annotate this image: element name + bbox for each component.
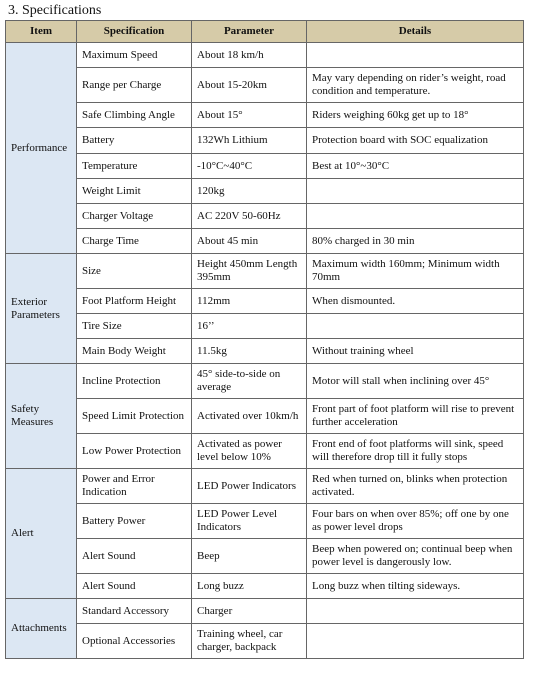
details-cell: May vary depending on rider’s weight, road condition and temperature. [307, 68, 524, 103]
param-cell: About 15° [192, 103, 307, 128]
group-safety-measures: Safety Measures [6, 364, 77, 469]
param-cell: 16’’ [192, 314, 307, 339]
details-cell: Motor will stall when inclining over 45° [307, 364, 524, 399]
spec-cell: Charge Time [77, 229, 192, 254]
param-cell: 45° side-to-side on average [192, 364, 307, 399]
details-cell: Without training wheel [307, 339, 524, 364]
spec-cell: Battery [77, 128, 192, 154]
spec-cell: Optional Accessories [77, 624, 192, 659]
param-cell: LED Power Indicators [192, 469, 307, 504]
param-cell: 120kg [192, 179, 307, 204]
details-cell: Beep when powered on; continual beep when power level is dangerously low. [307, 539, 524, 574]
details-cell: Best at 10°~30°C [307, 154, 524, 179]
spec-cell: Battery Power [77, 504, 192, 539]
details-text: Front end of foot platforms will sink, speed will therefore drop till it fully stops [312, 438, 504, 463]
param-cell: LED Power Level Indicators [192, 504, 307, 539]
table-row [6, 399, 524, 434]
group-performance: Performance [6, 43, 77, 254]
param-cell: AC 220V 50-60Hz [192, 204, 307, 229]
param-cell: Beep [192, 539, 307, 574]
details-cell [307, 624, 524, 659]
spec-cell: Safe Climbing Angle [77, 103, 192, 128]
table-row [6, 434, 524, 469]
table-row [6, 43, 524, 68]
param-cell: 132Wh Lithium [192, 128, 307, 154]
table-row [6, 154, 524, 179]
group-exterior-parameters: Exterior Parameters [6, 254, 77, 364]
param-cell: About 18 km/h [192, 43, 307, 68]
param-cell: 112mm [192, 289, 307, 314]
spec-cell: Range per Charge [77, 68, 192, 103]
table-row [6, 103, 524, 128]
group-alert: Alert [6, 469, 77, 599]
spec-cell: Charger Voltage [77, 204, 192, 229]
table-row [6, 128, 524, 154]
spec-cell: Alert Sound [77, 539, 192, 574]
table-row [6, 574, 524, 599]
spec-cell: Alert Sound [77, 574, 192, 599]
table-row [6, 504, 524, 539]
param-cell: Long buzz [192, 574, 307, 599]
param-cell: Activated over 10km/h [192, 399, 307, 434]
details-cell: Protection board with SOC equalization [307, 128, 524, 154]
column-header-details: Details [307, 21, 524, 43]
spec-cell: Size [77, 254, 192, 289]
table-row [6, 599, 524, 624]
param-cell: About 45 min [192, 229, 307, 254]
details-cell: Front part of foot platform will rise to prevent further acceleration [307, 399, 524, 434]
param-cell: 11.5kg [192, 339, 307, 364]
table-row [6, 364, 524, 399]
param-cell: Height 450mm Length 395mm [192, 254, 307, 289]
spec-cell: Foot Platform Height [77, 289, 192, 314]
spec-cell: Standard Accessory [77, 599, 192, 624]
section-heading: 3. Specifications [8, 3, 102, 18]
column-header-item: Item [6, 21, 77, 43]
details-cell [307, 434, 524, 469]
spec-cell: Low Power Protection [77, 434, 192, 469]
details-cell: Four bars on when over 85%; off one by one as power level drops [307, 504, 524, 539]
spec-cell: Tire Size [77, 314, 192, 339]
details-cell [307, 314, 524, 339]
table-row [6, 254, 524, 289]
param-cell: Charger [192, 599, 307, 624]
column-header-parameter: Parameter [192, 21, 307, 43]
group-attachments: Attachments [6, 599, 77, 659]
column-header-specification: Specification [77, 21, 192, 43]
table-row [6, 229, 524, 254]
spec-cell: Weight Limit [77, 179, 192, 204]
table-row [6, 539, 524, 574]
table-row [6, 314, 524, 339]
details-cell: Red when turned on, blinks when protection activated. [307, 469, 524, 504]
table-row [6, 68, 524, 103]
details-cell [307, 179, 524, 204]
spec-cell: Main Body Weight [77, 339, 192, 364]
details-cell [307, 43, 524, 68]
details-cell [307, 599, 524, 624]
table-row [6, 204, 524, 229]
table-row [6, 339, 524, 364]
table-header-row [6, 21, 524, 43]
table-row [6, 289, 524, 314]
spec-cell: Power and Error Indication [77, 469, 192, 504]
spec-cell: Temperature [77, 154, 192, 179]
details-cell: Riders weighing 60kg get up to 18° [307, 103, 524, 128]
spec-cell: Speed Limit Protection [77, 399, 192, 434]
table-row [6, 624, 524, 659]
param-cell: About 15-20km [192, 68, 307, 103]
details-cell: Long buzz when tilting sideways. [307, 574, 524, 599]
param-cell: Training wheel, car charger, backpack [192, 624, 307, 659]
details-cell: Maximum width 160mm; Minimum width 70mm [307, 254, 524, 289]
table-row [6, 469, 524, 504]
details-cell: When dismounted. [307, 289, 524, 314]
param-cell: Activated as power level below 10% [192, 434, 307, 469]
spec-cell: Incline Protection [77, 364, 192, 399]
specifications-table [5, 20, 524, 659]
spec-cell: Maximum Speed [77, 43, 192, 68]
details-cell [307, 204, 524, 229]
details-cell: 80% charged in 30 min [307, 229, 524, 254]
param-cell: -10°C~40°C [192, 154, 307, 179]
table-row [6, 179, 524, 204]
